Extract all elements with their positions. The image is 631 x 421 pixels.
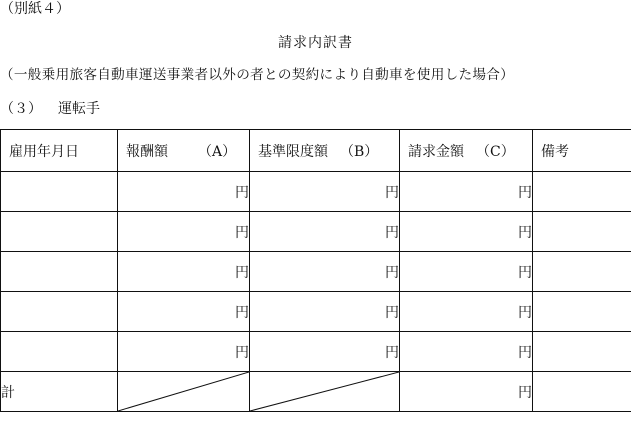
standard-limit-cell[interactable]: 円 [250,332,400,372]
total-row [1,372,631,412]
header-remarks: 備考 [533,130,631,172]
standard-limit-cell[interactable]: 円 [250,292,400,332]
claim-amount-cell[interactable]: 円 [400,252,533,292]
employment-date-cell[interactable] [1,252,118,292]
total-remarks-cell[interactable] [533,372,631,412]
remuneration-cell[interactable]: 円 [118,292,250,332]
claim-breakdown-table [0,129,631,412]
claim-amount-cell[interactable]: 円 [400,212,533,252]
header-claim-amount: 請求金額 （C） [400,130,533,172]
table-row [1,292,631,332]
employment-date-cell[interactable] [1,332,118,372]
document-title: 請求内訳書 [278,35,353,51]
remuneration-cell[interactable]: 円 [118,332,250,372]
remarks-cell[interactable] [533,172,631,212]
header-mark-c: （C） [476,143,515,160]
diagonal-slash [118,372,249,411]
claim-amount-cell[interactable]: 円 [400,332,533,372]
document-subtitle: （一般乗用旅客自動車運送事業者以外の者との契約により自動車を使用した場合） [0,67,515,83]
employment-date-cell[interactable] [1,292,118,332]
header-standard-limit: 基準限度額 （B） [250,130,400,172]
remuneration-cell[interactable]: 円 [118,172,250,212]
section-title: 運転手 [58,101,100,117]
remuneration-cell[interactable]: 円 [118,212,250,252]
table-row [1,212,631,252]
remarks-cell[interactable] [533,252,631,292]
annex-label: （別紙４） [0,1,70,17]
employment-date-cell[interactable] [1,212,118,252]
total-label: 計 [1,372,118,412]
section-number: （３） [0,101,42,117]
claim-amount-cell[interactable]: 円 [400,292,533,332]
table-header-row [1,130,631,172]
header-mark-a: （A） [198,143,237,160]
employment-date-cell[interactable] [1,172,118,212]
standard-limit-cell[interactable]: 円 [250,212,400,252]
header-employment-date: 雇用年月日 [1,130,118,172]
total-remuneration-slashed-cell [118,372,250,412]
remarks-cell[interactable] [533,212,631,252]
claim-amount-cell[interactable]: 円 [400,172,533,212]
remuneration-cell[interactable]: 円 [118,252,250,292]
table-row [1,172,631,212]
total-claim-amount-cell[interactable]: 円 [400,372,533,412]
remarks-cell[interactable] [533,332,631,372]
header-mark-b: （B） [340,143,379,160]
standard-limit-cell[interactable]: 円 [250,252,400,292]
header-remuneration: 報酬額 （A） [118,130,250,172]
total-standard-limit-slashed-cell [250,372,400,412]
table-row [1,332,631,372]
table-row [1,252,631,292]
diagonal-slash [250,372,399,411]
remarks-cell[interactable] [533,292,631,332]
section-heading [0,100,100,118]
standard-limit-cell[interactable]: 円 [250,172,400,212]
